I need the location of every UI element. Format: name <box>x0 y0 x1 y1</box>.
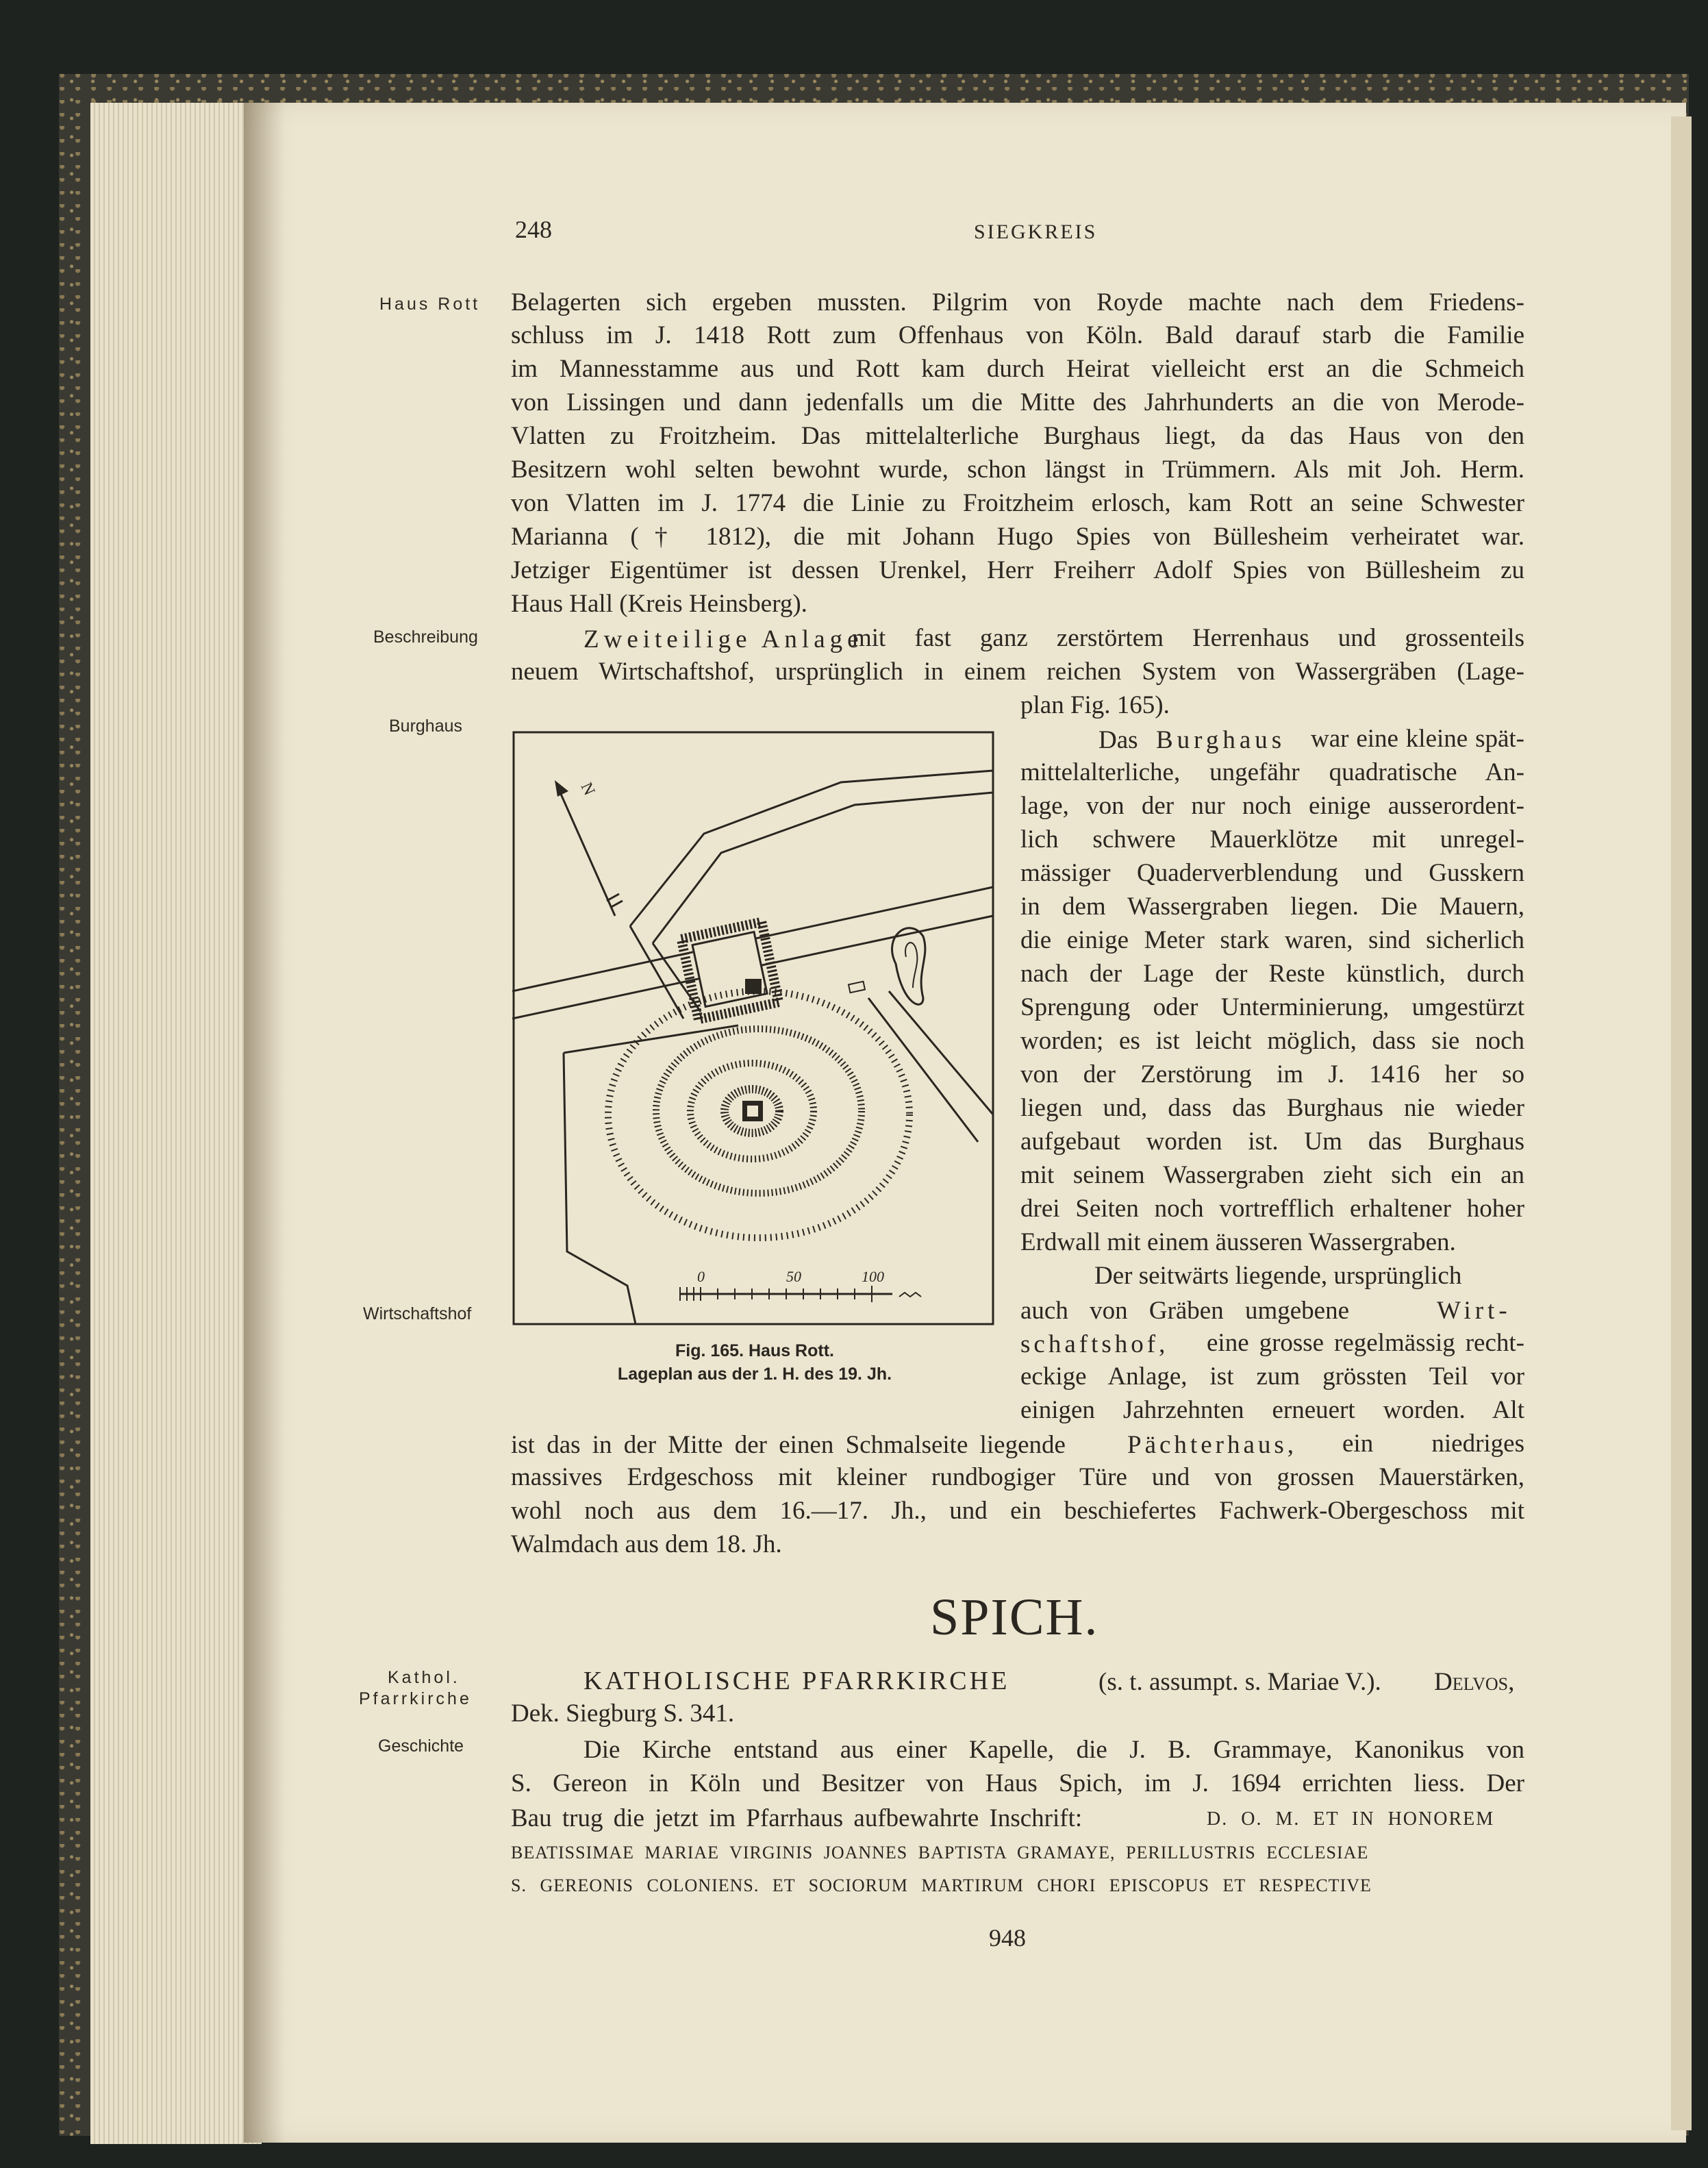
text-line: Die Kirche entstand aus einer Kapelle, die J. B. Grammaye, Kanonikus von <box>583 1736 1524 1764</box>
margin-note-kathol: Kathol. <box>388 1668 460 1687</box>
text-line: von Lissingen und dann jedenfalls um die Mitte des Jahrhunderts an die von Merode- <box>511 388 1524 416</box>
text-line: Besitzern wohl selten bewohnt wurde, schon längst in Trümmern. Als mit Joh. Herm. <box>511 456 1524 484</box>
page-edges-left <box>90 103 262 2144</box>
text-line: Vlatten zu Froitzheim. Das mittelalterliche Burghaus liegt, da das Haus von den <box>511 422 1524 450</box>
scale-label-0: 0 <box>697 1268 705 1285</box>
page-number-top: 248 <box>515 216 552 243</box>
castle-square <box>692 932 767 1006</box>
text-line: neuem Wirtschaftshof, ursprünglich in einem reichen System von Wassergräben (Lage- <box>511 658 1524 686</box>
church-title: KATHOLISCHE PFARRKIRCHE <box>583 1667 1010 1695</box>
text-fragment: Das <box>1098 726 1138 754</box>
text-line: Haus Hall (Kreis Heinsberg). <box>511 590 807 618</box>
text-line: massives Erdgeschoss mit kleiner rundbogiger Türe und von grossen Mauerstärken, <box>511 1463 1524 1491</box>
text-line: nach der Lage der Reste künstlich, durch <box>1020 960 1524 988</box>
text-line: im Mannesstamme aus und Rott kam durch Heirat vielleicht erst an die Schmeich <box>511 355 1524 383</box>
text-line: war eine kleine spät- <box>1311 725 1524 753</box>
figure-caption-line2: Lageplan aus der 1. H. des 19. Jh. <box>617 1365 892 1384</box>
text-line: Dek. Siegburg S. 341. <box>511 1699 735 1728</box>
figure-caption-line1: Fig. 165. Haus Rott. <box>675 1341 834 1360</box>
text-line: Belagerten sich ergeben mussten. Pilgrim von Royde machte nach dem Friedens- <box>511 288 1524 316</box>
text-line: plan Fig. 165). <box>1020 691 1170 719</box>
inscription-line: BEATISSIMAE MARIAE VIRGINIS JOANNES BAPTISTA GRAMAYE, PERILLUSTRIS ECCLESIAE <box>511 1843 1369 1862</box>
text-line: ein niedriges <box>1342 1430 1524 1458</box>
road-line <box>868 998 978 1142</box>
text-line: mittelalterliche, ungefähr quadratische An- <box>1020 758 1524 786</box>
gutter-shadow <box>244 103 285 2143</box>
page-number-bottom: 948 <box>989 1924 1026 1952</box>
text-fragment: auch von Gräben umgebene <box>1020 1297 1350 1325</box>
text-line: Sprengung oder Unterminierung, umgestürzt <box>1020 993 1524 1021</box>
text-line: Jetziger Eigentümer ist dessen Urenkel, Herr Freiherr Adolf Spies von Büllesheim zu <box>511 556 1524 584</box>
text-line: in dem Wassergraben liegen. Die Mauern, <box>1020 893 1524 921</box>
text-line: eine grosse regelmässig recht- <box>1207 1329 1524 1357</box>
spaced-lead-zweiteilige-anlage: Zweiteilige Anlage <box>583 625 864 653</box>
margin-note-geschichte: Geschichte <box>378 1736 464 1756</box>
text-line: von Vlatten im J. 1774 die Linie zu Froitzheim erlosch, kam Rott an seine Schwester <box>511 489 1524 517</box>
source-delvos: Delvos, <box>1434 1668 1515 1696</box>
road-line <box>564 1025 738 1053</box>
church-dedication: (s. t. assumpt. s. Mariae V.). <box>1098 1668 1381 1696</box>
text-line: mässiger Quaderverblendung und Gusskern <box>1020 859 1524 887</box>
spaced-lead-paechterhaus: Pächterhaus, <box>1127 1431 1298 1459</box>
road-line <box>889 991 993 1114</box>
text-line: lich schwere Mauerklötze mit unregel- <box>1020 825 1524 854</box>
text-line: mit fast ganz zerstörtem Herrenhaus und grossenteils <box>852 624 1524 652</box>
text-line: Der seitwärts liegende, ursprünglich <box>1094 1262 1462 1290</box>
margin-note-burghaus: Burghaus <box>389 717 463 736</box>
spaced-lead-wirt: Wirt- <box>1437 1297 1511 1325</box>
text-line: worden; es ist leicht möglich, dass sie noch <box>1020 1027 1524 1055</box>
spaced-lead-burghaus: Burghaus <box>1156 726 1286 754</box>
inscription-line: S. GEREONIS COLONIENS. ET SOCIORUM MARTIRUM CHORI EPISCOPUS ET RESPECTIVE <box>511 1876 1372 1895</box>
text-line: liegen und, dass das Burghaus nie wieder <box>1020 1094 1524 1122</box>
site-plan-drawing <box>512 731 997 1328</box>
text-line: S. Gereon in Köln und Besitzer von Haus Spich, im J. 1694 errichten liess. Der <box>511 1769 1524 1797</box>
text-line: mit seinem Wassergraben zieht sich ein an <box>1020 1161 1524 1189</box>
text-line: Marianna († 1812), die mit Johann Hugo Spies von Büllesheim verheiratet war. <box>511 523 1524 551</box>
north-arrowhead <box>555 780 568 797</box>
text-line: eckige Anlage, ist zum grössten Teil vor <box>1020 1362 1524 1391</box>
road-line <box>630 926 683 1019</box>
section-heading: SPICH. <box>930 1588 1099 1646</box>
text-line: die einige Meter stark waren, sind sicherlich <box>1020 926 1524 954</box>
text-line: aufgebaut worden ist. Um das Burghaus <box>1020 1127 1524 1156</box>
spaced-lead-schaftshof: schaftshof, <box>1020 1330 1169 1358</box>
text-line: Erdwall mit einem äusseren Wassergraben. <box>1020 1228 1456 1256</box>
road-line <box>564 1053 636 1324</box>
scale-label-50: 50 <box>786 1268 801 1285</box>
text-line: Walmdach aus dem 18. Jh. <box>511 1530 782 1558</box>
text-fragment: Bau trug die jetzt im Pfarrhaus aufbewahrte Inschrift: <box>511 1804 1083 1832</box>
inscription-line: D. O. M. ET IN HONOREM <box>1207 1808 1495 1830</box>
north-arrow <box>560 793 615 916</box>
text-line: drei Seiten noch vortrefflich erhaltener hoher <box>1020 1195 1524 1223</box>
margin-note-beschreibung: Beschreibung <box>373 627 478 647</box>
margin-note-wirtschaftshof: Wirtschaftshof <box>363 1304 472 1323</box>
text-line: wohl noch aus dem 16.—17. Jh., und ein beschiefertes Fachwerk-Obergeschoss mit <box>511 1497 1524 1525</box>
running-head: SIEGKREIS <box>974 221 1098 243</box>
margin-note-haus-rott: Haus Rott <box>379 295 481 314</box>
margin-note-pfarrkirche: Pfarrkirche <box>359 1689 472 1708</box>
text-line: einigen Jahrzehnten erneuert worden. Alt <box>1020 1396 1524 1424</box>
north-label: N <box>577 780 599 799</box>
page-edges-right <box>1671 116 1692 2130</box>
text-line: von der Zerstörung im J. 1416 her so <box>1020 1060 1524 1088</box>
text-fragment: ist das in der Mitte der einen Schmalseite liegende <box>511 1431 1066 1459</box>
site-plan-figure <box>512 731 997 1328</box>
text-line: lage, von der nur noch einige ausserordent- <box>1020 792 1524 820</box>
pond <box>892 928 925 1005</box>
road-line <box>653 793 993 943</box>
scale-label-100: 100 <box>862 1268 884 1285</box>
text-line: schluss im J. 1418 Rott zum Offenhaus von Köln. Bald darauf starb die Familie <box>511 321 1524 349</box>
